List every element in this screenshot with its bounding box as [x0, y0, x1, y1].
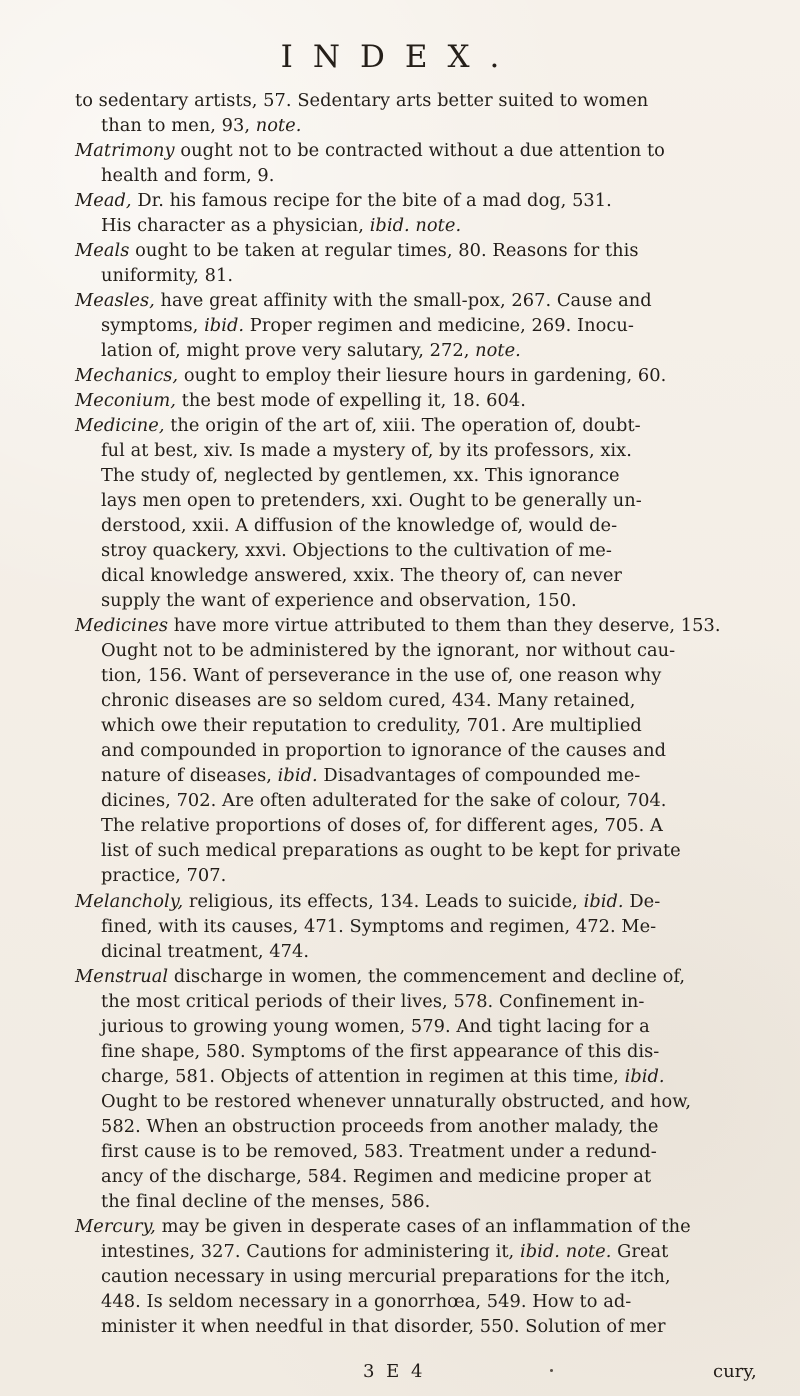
line-47-text-c: Great: [611, 1240, 669, 1262]
term-menstrual: Menstrual: [75, 965, 169, 987]
line-49: [75, 1290, 751, 1315]
term-mechanics: Mechanics,: [75, 365, 179, 387]
line-47: [75, 1240, 751, 1265]
term-meals: Meals: [75, 240, 130, 262]
line-38: [75, 1015, 751, 1040]
line-39: [75, 1040, 751, 1065]
entry-melancholy-ibid: ibid.: [583, 890, 624, 912]
line-17: [75, 489, 751, 514]
line-28-text-a: nature of diseases,: [101, 765, 278, 787]
line-27: [75, 739, 751, 764]
line-11-text: lation of, might prove very salutary, 272,: [101, 340, 476, 362]
entry-matrimony: [75, 139, 751, 164]
line-11-note: note.: [475, 340, 521, 362]
line-24-text: tion, 156. Want of perseverance in the use of, one reason why: [101, 665, 662, 687]
line-43-text: first cause is to be removed, 583. Treatment under a redund-: [101, 1140, 657, 1162]
line-16-text: The study of, neglected by gentlemen, xx. This ignorance: [101, 465, 620, 487]
line-35: [75, 940, 751, 965]
line-26-text: which owe their reputation to credulity, 701. Are multiplied: [101, 715, 642, 737]
line-04: [75, 164, 751, 189]
line-20: [75, 564, 751, 589]
entry-mechanics: [75, 364, 751, 389]
entry-meals: [75, 239, 751, 264]
line-18-text: derstood, xxii. A diffusion of the knowledge of, would de-: [101, 515, 618, 537]
line-21: [75, 589, 751, 614]
line-28-text-c: Disadvantages of compounded me-: [317, 765, 641, 787]
entry-meconium-text: the best mode of expelling it, 18. 604.: [175, 390, 526, 412]
line-45-text: the final decline of the menses, 586.: [101, 1190, 431, 1212]
line-32: [75, 864, 751, 889]
line-29: [75, 789, 751, 814]
entry-menstrual-text: discharge in women, the commencement and decline of,: [168, 965, 686, 987]
line-06-text: His character as a physician,: [101, 215, 370, 237]
line-37-text: the most critical periods of their lives, 578. Confinement in-: [101, 990, 645, 1012]
entry-medicines: [75, 614, 751, 639]
line-30-text: The relative proportions of doses of, for different ages, 705. A: [101, 815, 663, 837]
signature-mark: 3 E 4: [363, 1361, 426, 1382]
line-28-ibid: ibid.: [277, 765, 318, 787]
entry-medicines-text: have more virtue attributed to them than they deserve, 153.: [168, 615, 721, 637]
line-31: [75, 839, 751, 864]
entry-measles: [75, 289, 751, 314]
line-41-text: Ought to be restored whenever unnaturally obstructed, and how,: [101, 1090, 692, 1112]
line-25: [75, 689, 751, 714]
line-10-text-c: Proper regimen and medicine, 269. Inocu-: [244, 315, 634, 337]
entry-mercury: [75, 1215, 751, 1240]
line-37: [75, 990, 751, 1015]
entry-mercury-text: may be given in desperate cases of an inflammation of the: [155, 1215, 691, 1237]
line-08-text: uniformity, 81.: [101, 265, 234, 287]
index-text: [75, 89, 751, 1340]
line-44-text: ancy of the discharge, 584. Regimen and medicine proper at: [101, 1165, 652, 1187]
term-medicines: Medicines: [75, 615, 168, 637]
line-26: [75, 714, 751, 739]
line-50-text: minister it when needful in that disorder, 550. Solution of mer: [101, 1315, 666, 1337]
line-38-text: jurious to growing young women, 579. And tight lacing for a: [101, 1015, 650, 1037]
line-19-text: stroy quackery, xxvi. Objections to the cultivation of me-: [101, 540, 612, 562]
entry-meals-text: ought to be taken at regular times, 80. Reasons for this: [129, 240, 639, 262]
line-16: [75, 464, 751, 489]
entry-mead: [75, 189, 751, 214]
line-40-text: charge, 581. Objects of attention in regimen at this time,: [101, 1065, 625, 1087]
line-42-text: 582. When an obstruction proceeds from another malady, the: [101, 1115, 659, 1137]
line-01-text: to sedentary artists, 57. Sedentary arts better suited to women: [75, 90, 649, 111]
entry-measles-text: have great affinity with the small-pox, 267. Cause and: [154, 290, 652, 312]
line-39-text: fine shape, 580. Symptoms of the first appearance of this dis-: [101, 1040, 660, 1062]
line-30: [75, 814, 751, 839]
line-27-text: and compounded in proportion to ignorance of the causes and: [101, 740, 667, 762]
line-47-text-a: intestines, 327. Cautions for administering it,: [101, 1240, 520, 1262]
term-mead: Mead,: [75, 190, 132, 212]
line-24: [75, 664, 751, 689]
line-10-text-a: symptoms,: [101, 315, 205, 337]
line-21-text: supply the want of experience and observation, 150.: [101, 590, 577, 612]
line-28: [75, 764, 751, 789]
line-02-text: than to men, 93,: [101, 115, 251, 137]
line-10: [75, 314, 751, 339]
line-49-text: 448. Is seldom necessary in a gonorrhœa, 549. How to ad-: [101, 1290, 632, 1312]
line-29-text: dicines, 702. Are often adulterated for the sake of colour, 704.: [101, 790, 667, 812]
line-45: [75, 1190, 751, 1215]
line-41: [75, 1090, 751, 1115]
line-15-text: ful at best, xiv. Is made a mystery of, by its professors, xix.: [101, 440, 632, 462]
line-23-text: Ought not to be administered by the ignorant, nor without cau-: [101, 640, 676, 662]
line-47-ibid-note: ibid. note.: [519, 1240, 612, 1262]
line-31-text: list of such medical preparations as ought to be kept for private: [101, 840, 681, 862]
term-matrimony: Matrimony: [75, 140, 175, 162]
line-11: [75, 339, 751, 364]
line-35-text: dicinal treatment, 474.: [101, 940, 310, 962]
line-34: [75, 915, 751, 940]
line-08: [75, 264, 751, 289]
entry-mead-text: Dr. his famous recipe for the bite of a mad dog, 531.: [131, 190, 612, 212]
term-mercury: Mercury,: [75, 1215, 156, 1237]
entry-melancholy-text-c: De-: [623, 890, 661, 912]
line-17-text: lays men open to pretenders, xxi. Ought to be generally un-: [101, 490, 642, 512]
catchword: cury,: [713, 1361, 757, 1382]
line-06: [75, 214, 751, 239]
line-23: [75, 639, 751, 664]
printing-dot-mark: [550, 1369, 553, 1372]
page-header: INDEX.: [280, 39, 520, 75]
line-02-note: note.: [255, 115, 302, 137]
line-02: [75, 114, 751, 139]
line-18: [75, 514, 751, 539]
entry-mechanics-text: ought to employ their liesure hours in gardening, 60.: [178, 365, 667, 387]
line-43: [75, 1140, 751, 1165]
line-04-text: health and form, 9.: [101, 165, 275, 187]
line-15: [75, 439, 751, 464]
line-40-ibid: ibid.: [624, 1065, 665, 1087]
line-32-text: practice, 707.: [101, 865, 227, 887]
entry-menstrual: [75, 965, 751, 990]
entry-meconium: [75, 389, 751, 414]
line-19: [75, 539, 751, 564]
line-48: [75, 1265, 751, 1290]
entry-medicine-text: the origin of the art of, xiii. The operation of, doubt-: [164, 415, 641, 437]
page-footer: [0, 1361, 800, 1385]
line-06-ibid-note: ibid. note.: [369, 215, 462, 237]
entry-melancholy-text-a: religious, its effects, 134. Leads to suicide,: [183, 890, 584, 912]
entry-melancholy: [75, 890, 751, 915]
line-01: [75, 89, 751, 114]
line-50: [75, 1315, 751, 1340]
line-10-ibid: ibid.: [204, 315, 245, 337]
term-measles: Measles,: [75, 290, 155, 312]
line-25-text: chronic diseases are so seldom cured, 434. Many retained,: [101, 690, 636, 712]
term-meconium: Meconium,: [75, 390, 176, 412]
line-40: [75, 1065, 751, 1090]
entry-medicine: [75, 414, 751, 439]
line-20-text: dical knowledge answered, xxix. The theory of, can never: [101, 565, 622, 587]
line-34-text: fined, with its causes, 471. Symptoms and regimen, 472. Me-: [101, 915, 657, 937]
entry-matrimony-text: ought not to be contracted without a due attention to: [174, 140, 665, 162]
line-48-text: caution necessary in using mercurial preparations for the itch,: [101, 1265, 671, 1287]
line-42: [75, 1115, 751, 1140]
line-44: [75, 1165, 751, 1190]
term-medicine: Medicine,: [75, 415, 165, 437]
term-melancholy: Melancholy,: [75, 890, 184, 912]
